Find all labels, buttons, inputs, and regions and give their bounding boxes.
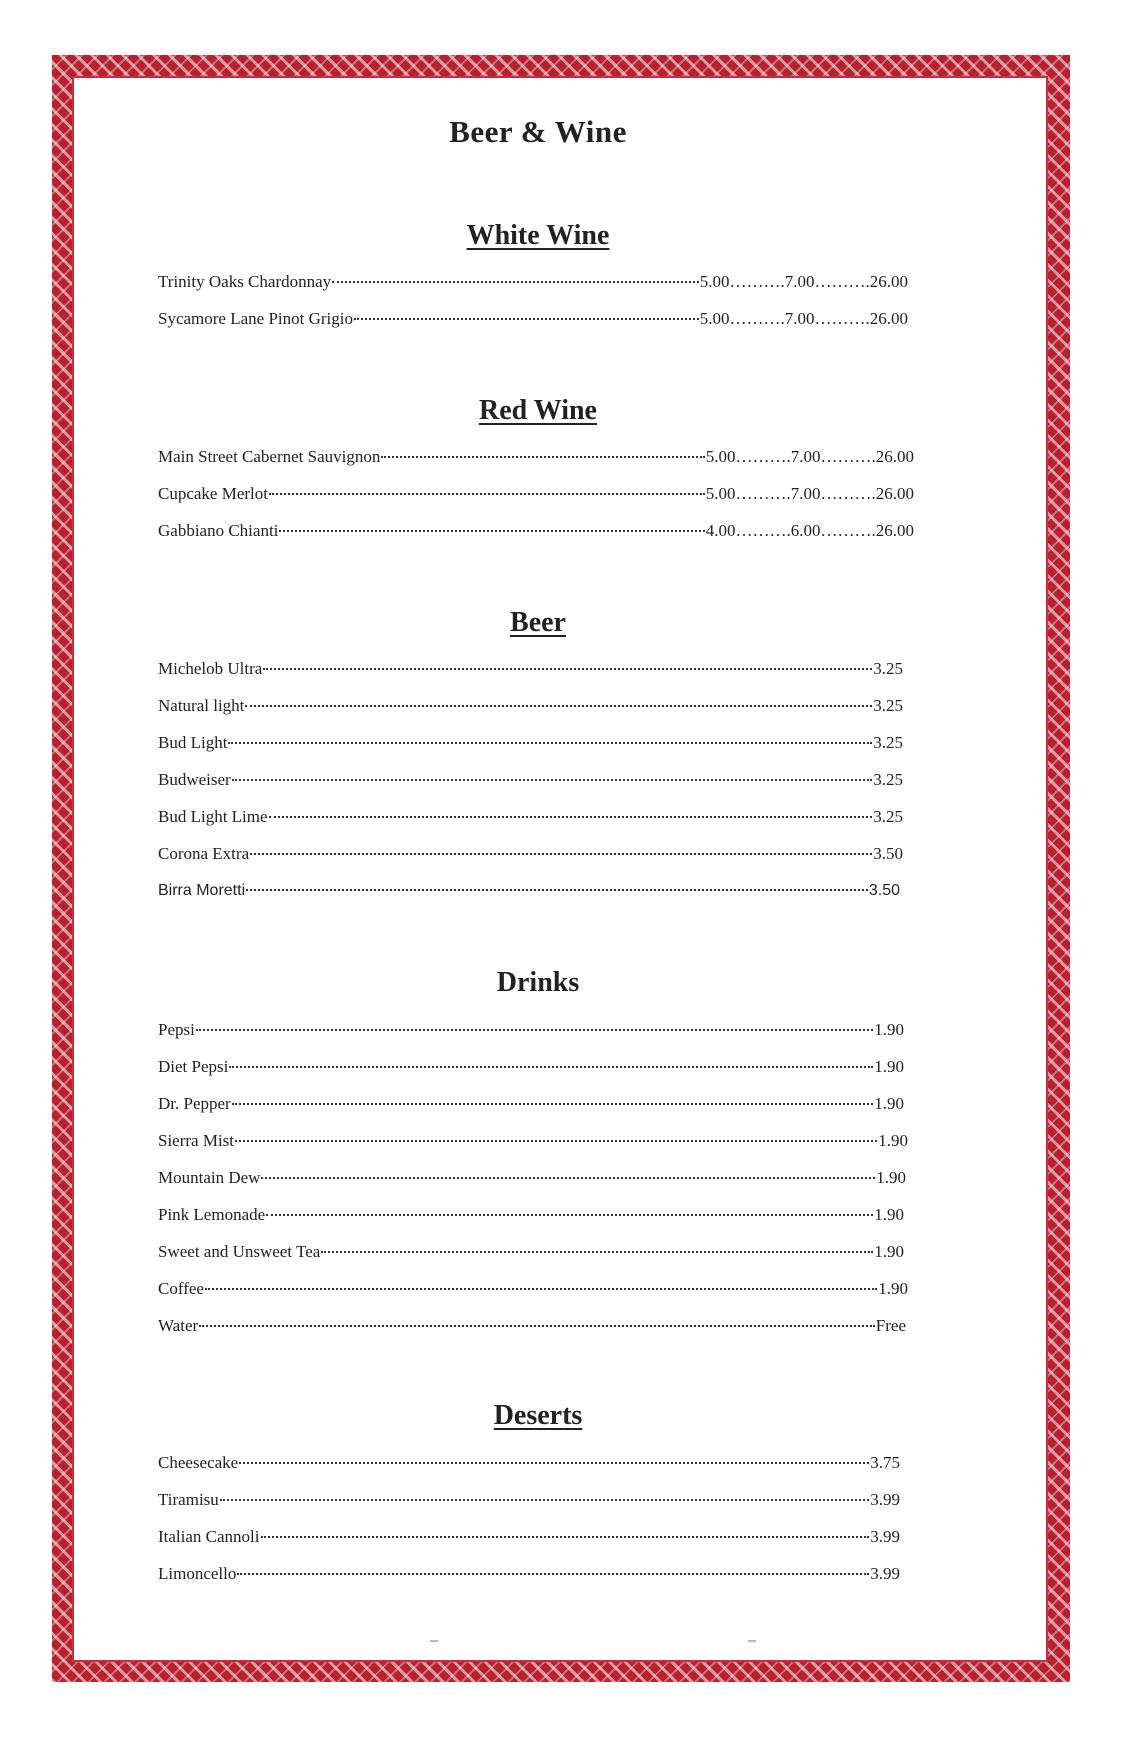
section-heading-deserts: Deserts [493, 1400, 583, 1431]
section-heading-red-wine: Red Wine [479, 395, 597, 426]
menu-item: Cheesecake 3.75 [158, 1453, 900, 1472]
section-heading-drinks: Drinks [496, 967, 580, 998]
menu-item: Budweiser 3.25 [158, 770, 903, 789]
section-heading-beer: Beer [510, 607, 566, 638]
menu-item: Mountain Dew 1.90 [158, 1168, 906, 1187]
menu-item: Sycamore Lane Pinot Grigio 5.00……….7.00……….26.00 [158, 309, 908, 328]
menu-item: Cupcake Merlot 5.00……….7.00……….26.00 [158, 484, 914, 503]
menu-item: Pepsi 1.90 [158, 1020, 904, 1039]
menu-item: Coffee 1.90 [158, 1279, 908, 1298]
menu-item: Gabbiano Chianti 4.00……….6.00……….26.00 [158, 521, 914, 540]
menu-item: Tiramisu 3.99 [158, 1490, 900, 1509]
menu-item: Corona Extra 3.50 [158, 844, 903, 863]
menu-item: Trinity Oaks Chardonnay 5.00……….7.00……….26.00 [158, 272, 908, 291]
footer-mark [748, 1640, 756, 1642]
menu-item: Bud Light 3.25 [158, 733, 903, 752]
menu-item: Diet Pepsi 1.90 [158, 1057, 904, 1076]
menu-item: Pink Lemonade 1.90 [158, 1205, 904, 1224]
menu-item: Birra Moretti 3.50 [158, 882, 900, 899]
menu-item: Natural light 3.25 [158, 696, 903, 715]
menu-item: Sweet and Unsweet Tea 1.90 [158, 1242, 904, 1261]
menu-item: Main Street Cabernet Sauvignon 5.00……….7.00……….26.00 [158, 447, 914, 466]
menu-item: Dr. Pepper 1.90 [158, 1094, 904, 1113]
menu-item: Bud Light Lime 3.25 [158, 807, 903, 826]
menu-item: Michelob Ultra 3.25 [158, 659, 903, 678]
menu-item: Water Free [158, 1316, 906, 1335]
menu-item: Limoncello 3.99 [158, 1564, 900, 1583]
menu-item: Sierra Mist 1.90 [158, 1131, 908, 1150]
menu-item: Italian Cannoli 3.99 [158, 1527, 900, 1546]
section-heading-white-wine: White Wine [466, 220, 610, 251]
page-title: Beer & Wine [449, 114, 627, 149]
footer-mark [430, 1640, 438, 1642]
